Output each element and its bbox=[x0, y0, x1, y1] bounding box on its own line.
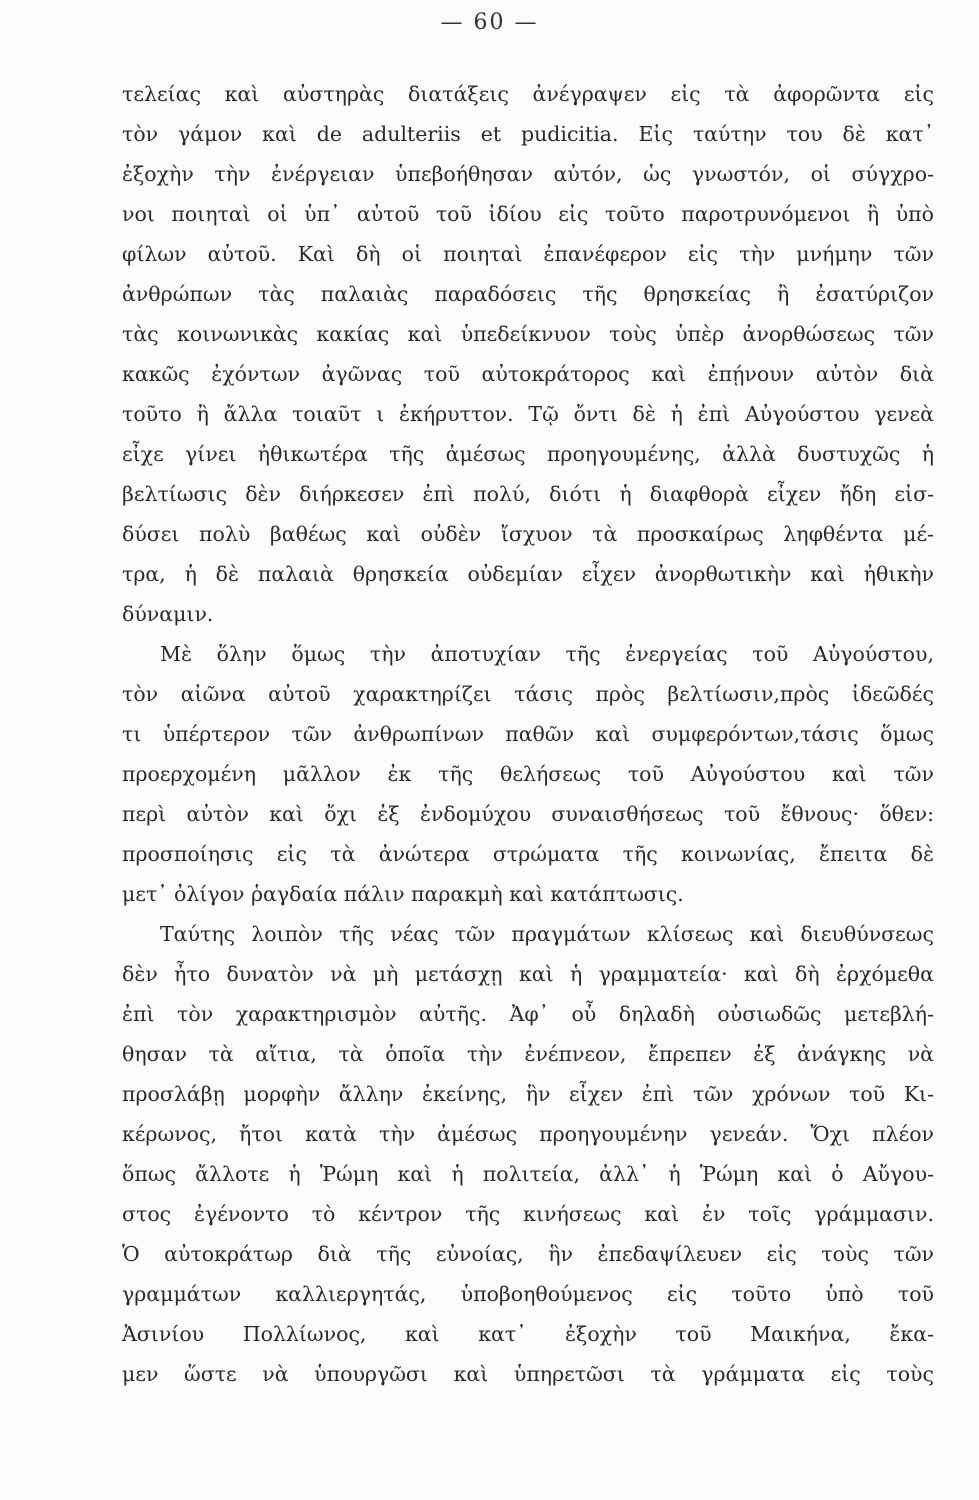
text-line: ὅπως ἄλλοτε ἡ Ῥώμη καὶ ἡ πολιτεία, ἀλλ᾽ ἡ Ῥώμη καὶ ὁ Αὔγου- bbox=[122, 1162, 934, 1186]
text-line: Ταύτης λοιπὸν τῆς νέας τῶν πραγμάτων κλίσεως καὶ διευθύνσεως bbox=[160, 922, 934, 946]
text-line: ἐξοχὴν τὴν ἐνέργειαν ὑπεβοήθησαν αὐτόν, ὡς γνωστόν, οἱ σύγχρο- bbox=[122, 162, 934, 186]
paragraph-2 bbox=[122, 634, 934, 914]
text-line: τρα, ἡ δὲ παλαιὰ θρησκεία οὐδεμίαν εἶχεν ἀνορθωτικὴν καὶ ἠθικὴν bbox=[122, 562, 934, 586]
page-number: — 60 — bbox=[440, 10, 539, 35]
text-line: βελτίωσις δὲν διήρκεσεν ἐπὶ πολύ, διότι ἡ διαφθορὰ εἶχεν ἤδη εἰσ- bbox=[122, 482, 934, 506]
text-line: φίλων αὐτοῦ. Καὶ δὴ οἱ ποιηταὶ ἐπανέφερον εἰς τὴν μνήμην τῶν bbox=[122, 242, 934, 266]
text-line: τὸν αἰῶνα αὐτοῦ χαρακτηρίζει τάσις πρὸς βελτίωσιν,πρὸς ἰδεῶδές bbox=[122, 682, 934, 706]
text-line: τι ὑπέρτερον τῶν ἀνθρωπίνων παθῶν καὶ συμφερόντων,τάσις ὅμως bbox=[122, 722, 934, 746]
text-line: κέρωνος, ἤτοι κατὰ τὴν ἀμέσως προηγουμένην γενεάν. Ὄχι πλέον bbox=[122, 1122, 934, 1146]
text-line: δὲν ἦτο δυνατὸν νὰ μὴ μετάσχῃ καὶ ἡ γραμματεία· καὶ δὴ ἐρχόμεθα bbox=[122, 962, 934, 986]
text-line: προσποίησις εἰς τὰ ἀνώτερα στρώματα τῆς κοινωνίας, ἔπειτα δὲ bbox=[122, 842, 934, 866]
text-line: τοῦτο ἢ ἄλλα τοιαῦτ ι ἐκήρυττον. Τῷ ὄντι δὲ ἡ ἐπὶ Αὐγούστου γενεὰ bbox=[122, 402, 934, 426]
text-line: δύσει πολὺ βαθέως καὶ οὐδὲν ἴσχυον τὰ προσκαίρως ληφθέντα μέ- bbox=[122, 522, 934, 546]
text-line: Ἀσινίου Πολλίωνος, καὶ κατ᾽ ἐξοχὴν τοῦ Μαικήνα, ἔκα- bbox=[122, 1322, 934, 1346]
text-line: τὰς κοινωνικὰς κακίας καὶ ὑπεδείκνυον τοὺς ὑπὲρ ἀνορθώσεως τῶν bbox=[122, 322, 934, 346]
text-line: γραμμάτων καλλιεργητάς, ὑποβοηθούμενος εἰς τοῦτο ὑπὸ τοῦ bbox=[122, 1282, 934, 1306]
text-line: δύναμιν. bbox=[122, 602, 214, 626]
text-line: προσλάβῃ μορφὴν ἄλλην ἐκείνης, ἣν εἶχεν ἐπὶ τῶν χρόνων τοῦ Κι- bbox=[122, 1082, 934, 1106]
text-line: στος ἐγένοντο τὸ κέντρον τῆς κινήσεως καὶ ἐν τοῖς γράμμασιν. bbox=[122, 1202, 934, 1226]
text-line: θησαν τὰ αἴτια, τὰ ὁποῖα τὴν ἐνέπνεον, ἔπρεπεν ἐξ ἀνάγκης νὰ bbox=[122, 1042, 934, 1066]
paragraph-1 bbox=[122, 74, 934, 634]
paragraph-3 bbox=[122, 914, 934, 1394]
body-text bbox=[122, 74, 934, 1394]
text-line: εἶχε γίνει ἠθικωτέρα τῆς ἀμέσως προηγουμένης, ἀλλὰ δυστυχῶς ἡ bbox=[122, 442, 934, 466]
text-line: τελείας καὶ αὐστηρὰς διατάξεις ἀνέγραψεν εἰς τὰ ἀφορῶντα εἰς bbox=[122, 82, 934, 106]
text-line: μετ᾽ ὀλίγον ῥαγδαία πάλιν παρακμὴ καὶ κατάπτωσις. bbox=[122, 882, 684, 906]
text-line: ἐπὶ τὸν χαρακτηρισμὸν αὐτῆς. Ἀφ᾽ οὗ δηλαδὴ οὐσιωδῶς μετεβλή- bbox=[122, 1002, 934, 1026]
text-line: μεν ὥστε νὰ ὑπουργῶσι καὶ ὑπηρετῶσι τὰ γράμματα εἰς τοὺς bbox=[122, 1362, 934, 1386]
text-line: κακῶς ἐχόντων ἀγῶνας τοῦ αὐτοκράτορος καὶ ἐπῄνουν αὐτὸν διὰ bbox=[122, 362, 934, 386]
text-line: ἀνθρώπων τὰς παλαιὰς παραδόσεις τῆς θρησκείας ἢ ἐσατύριζον bbox=[122, 282, 934, 306]
text-line: τὸν γάμον καὶ de adulteriis et pudicitia. Εἰς ταύτην του δὲ κατ᾽ bbox=[122, 122, 934, 146]
text-line: προερχομένη μᾶλλον ἐκ τῆς θελήσεως τοῦ Αὐγούστου καὶ τῶν bbox=[122, 762, 934, 786]
text-line: Μὲ ὅλην ὅμως τὴν ἀποτυχίαν τῆς ἐνεργείας τοῦ Αὐγούστου, bbox=[160, 642, 934, 666]
text-line: Ὁ αὐτοκράτωρ διὰ τῆς εὐνοίας, ἣν ἐπεδαψίλευεν εἰς τοὺς τῶν bbox=[122, 1242, 934, 1266]
text-line: νοι ποιηταὶ οἱ ὑπ᾽ αὐτοῦ τοῦ ἰδίου εἰς τοῦτο παροτρυνόμενοι ἢ ὑπὸ bbox=[122, 202, 934, 226]
text-line: περὶ αὐτὸν καὶ ὄχι ἐξ ἐνδομύχου συναισθήσεως τοῦ ἔθνους· ὅθεν: bbox=[122, 802, 934, 826]
